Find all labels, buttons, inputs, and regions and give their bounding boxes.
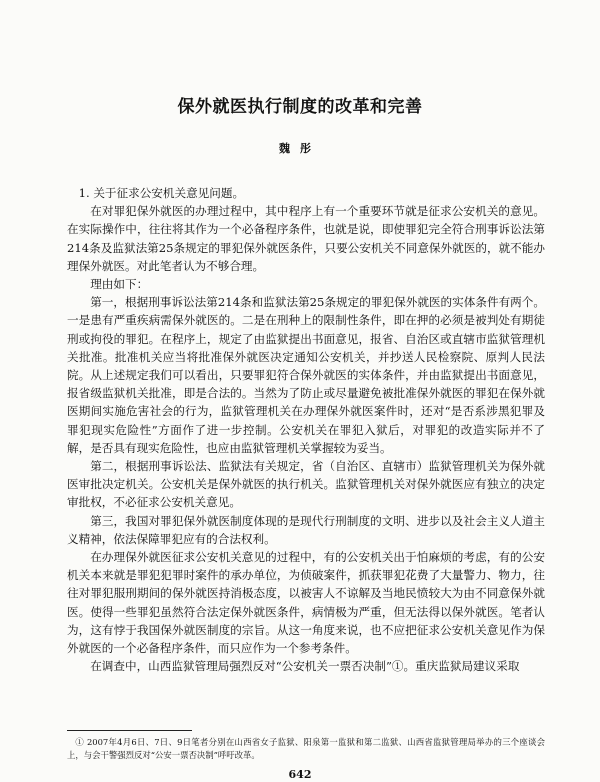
article-title: 保外就医执行制度的改革和完善 xyxy=(177,97,423,117)
section-heading: 1. 关于征求公安机关意见问题。 xyxy=(78,186,245,200)
body-paragraph: 第三，我国对罪犯保外就医制度体现的是现代行刑制度的文明、进步以及社会主义人道主义精神，依法保障罪犯应有的合法权利。 xyxy=(67,513,545,546)
footnote-text: ① 2007年4月6日、7日、9日笔者分别在山西省女子监狱、阳泉第一监狱和第二监狱、山西省监狱管理局举办的三个座谈会上，与会干警强烈反对“公安一票否决制”呼吁改革。 xyxy=(67,737,545,760)
body-paragraph: 理由如下： xyxy=(90,277,149,292)
body-paragraph: 在调查中，山西监狱管理局强烈反对“公安机关一票否决制”①。重庆监狱局建议采取 xyxy=(90,659,520,674)
body-paragraph: 在对罪犯保外就医的办理过程中，其中程序上有一个重要环节就是征求公安机关的意见。在实际操作中，往往将其作为一个必备程序条件，也就是说，即使罪犯完全符合刑事诉讼法第214条及监狱法第25条规定的罪犯保外就医条件，只要公安机关不同意保外就医的，就不能办理保外就医。对此笔者认为不够合理。 xyxy=(67,204,545,273)
body-paragraph: 在办理保外就医征求公安机关意见的过程中，有的公安机关出于怕麻烦的考虑，有的公安机关本来就是罪犯犯罪时案件的承办单位，为侦破案件，抓获罪犯花费了大量警力、物力，往往对罪犯服刑期间的保外就医持消极态度，以被害人不谅解及当地民愤较大为由不同意保外就医。使得一些罪犯虽然符合法定保外就医条件，病情极为严重，但无法得以保外就医。笔者认为，这有悖于我国保外就医制度的宗旨。从这一角度来说，也不应把征求公安机关意见作为保外就医的一个必备程序条件，而只应作为一个参考条件。 xyxy=(67,550,545,656)
footnote xyxy=(67,736,545,762)
page-number: 642 xyxy=(288,768,312,781)
body-paragraph: 第二，根据刑事诉讼法、监狱法有关规定，省（自治区、直辖市）监狱管理机关为保外就医审批决定机关。公安机关是保外就医的执行机关。监狱管理机关对保外就医应有独立的决定审批权，不必征求公安机关意见。 xyxy=(67,459,545,510)
footnote-divider xyxy=(67,730,192,731)
body-paragraph: 第一，根据刑事诉讼法第214条和监狱法第25条规定的罪犯保外就医的实体条件有两个。一是患有严重疾病需保外就医的。二是在刑种上的限制性条件，即在押的必须是被判处有期徒刑或拘役的罪犯。在程序上，规定了由监狱提出书面意见，报省、自治区或直辖市监狱管理机关批准。批准机关应当将批准保外就医决定通知公安机关，并抄送人民检察院、原判人民法院。从上述规定我们可以看出，只要罪犯符合保外就医的实体条件，并由监狱提出书面意见，报省级监狱机关批准，即是合法的。当然为了防止或尽量避免被批准保外就医的罪犯在保外就医期间实施危害社会的行为，监狱管理机关在办理保外就医案件时，还对“是否系涉黑犯罪及罪犯现实危险性”方面作了进一步控制。公安机关在罪犯入狱后，对罪犯的改造实际并不了解，是否具有现实危险性，也应由监狱管理机关掌握较为妥当。 xyxy=(67,295,545,455)
article-body xyxy=(67,184,545,675)
article-author: 魏彤 xyxy=(279,142,321,155)
